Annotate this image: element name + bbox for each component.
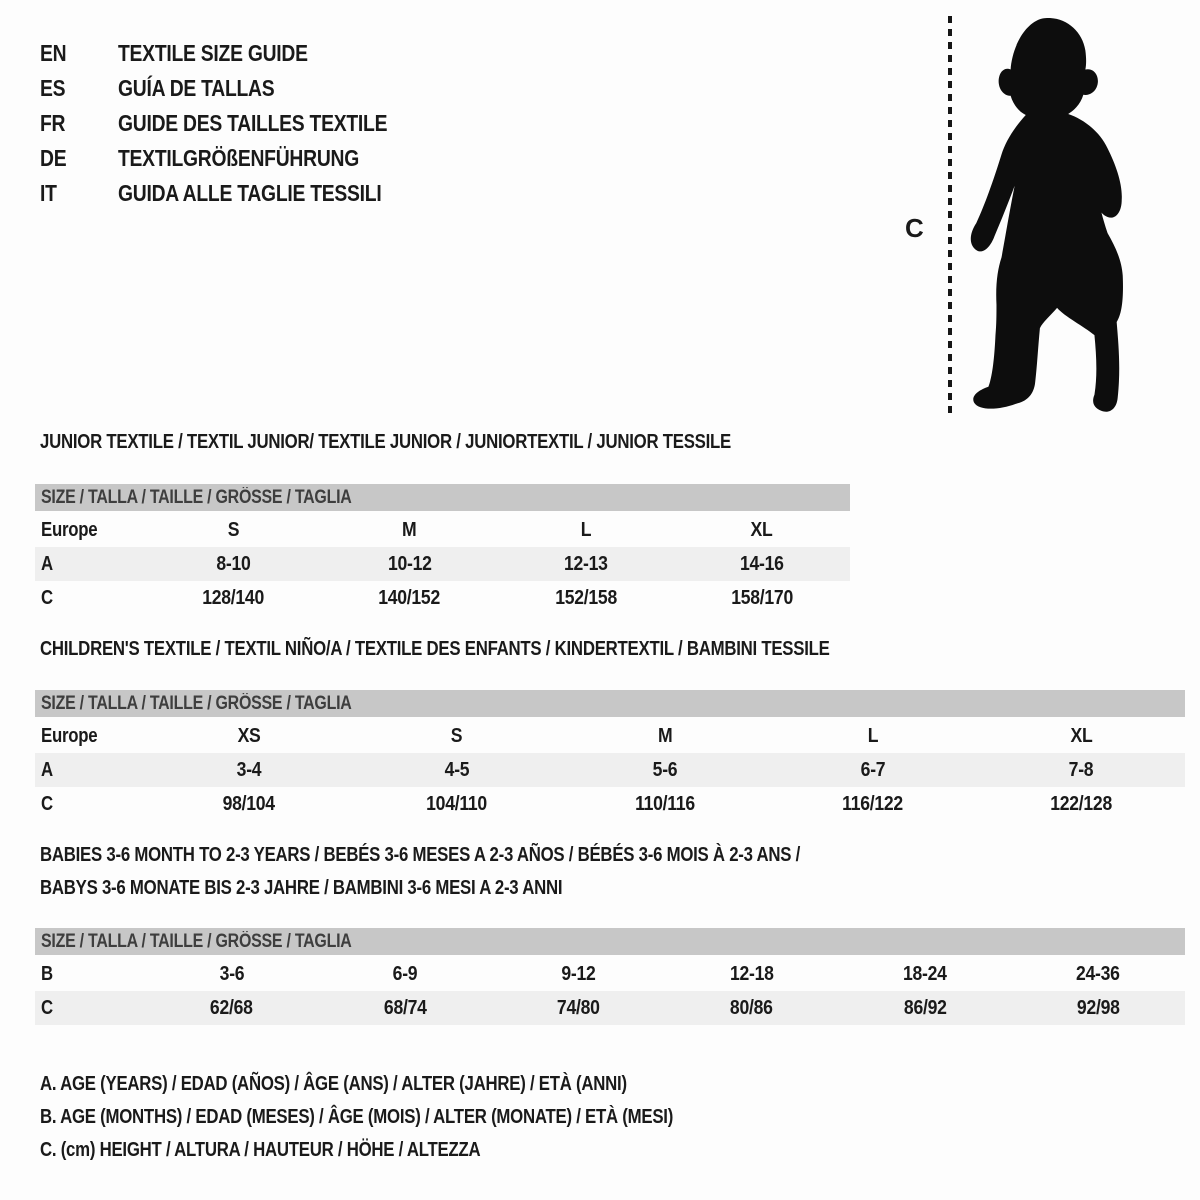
babies-row-height <box>35 991 1185 1025</box>
height-value: 104/110 <box>426 793 488 815</box>
childrens-row-europe <box>35 719 1185 753</box>
childrens-size-table <box>35 690 1185 821</box>
size-value: L <box>580 519 591 541</box>
row-label: Europe <box>41 725 98 747</box>
lang-title-de: TEXTILGRÖßENFÜHRUNG <box>118 145 360 171</box>
lang-code-fr: FR <box>40 110 66 136</box>
size-value: S <box>451 725 463 747</box>
months-value: 12-18 <box>729 963 774 985</box>
size-value: M <box>657 725 673 747</box>
height-value: 152/158 <box>554 587 617 609</box>
height-measure-dashed-line <box>948 16 952 414</box>
row-label: A <box>41 759 53 781</box>
height-value: 158/170 <box>730 587 793 609</box>
babies-section-title: BABIES 3-6 MONTH TO 2-3 YEARS / BEBÉS 3-6 MESES A 2-3 AÑOS / BÉBÉS 3-6 MOIS À 2-3 ANS / BABYS 3-6 MONATE BIS 2-3 JAHRE / BAMBINI 3-6 MESI A 2-3 ANNI <box>40 844 801 899</box>
lang-title-es: GUÍA DE TALLAS <box>118 75 275 101</box>
size-value: S <box>227 519 239 541</box>
junior-row-height <box>35 581 850 615</box>
junior-table-header: SIZE / TALLA / TAILLE / GRÖSSE / TAGLIA <box>35 484 850 511</box>
childrens-table-header: SIZE / TALLA / TAILLE / GRÖSSE / TAGLIA <box>35 690 1185 717</box>
months-value: 6-9 <box>392 963 418 985</box>
height-value: 116/122 <box>842 793 904 815</box>
age-value: 14-16 <box>740 553 784 575</box>
childrens-row-height <box>35 787 1185 821</box>
row-label: C <box>41 997 53 1019</box>
lang-row-en <box>40 36 439 71</box>
row-label: B <box>41 963 53 985</box>
size-value: XL <box>750 519 773 541</box>
height-value: 86/92 <box>903 997 947 1019</box>
legend-line-c: C. (cm) HEIGHT / ALTURA / HAUTEUR / HÖHE / ALTEZZA <box>40 1139 481 1161</box>
childrens-section-title: CHILDREN'S TEXTILE / TEXTIL NIÑO/A / TEXTILE DES ENFANTS / KINDERTEXTIL / BAMBINI TESSILE <box>40 638 830 660</box>
size-value: XS <box>237 725 261 747</box>
age-value: 10-12 <box>387 553 432 575</box>
junior-size-table <box>35 484 850 615</box>
lang-code-it: IT <box>40 180 57 206</box>
lang-code-es: ES <box>40 75 66 101</box>
size-value: L <box>867 725 879 747</box>
size-value: XL <box>1070 725 1092 747</box>
height-value: 74/80 <box>556 997 600 1019</box>
lang-title-it: GUIDA ALLE TAGLIE TESSILI <box>118 180 382 206</box>
babies-row-months <box>35 957 1185 991</box>
lang-row-it <box>40 176 439 211</box>
babies-size-table <box>35 928 1185 1025</box>
lang-row-de <box>40 141 439 176</box>
height-value: 80/86 <box>730 997 774 1019</box>
age-value: 5-6 <box>652 759 678 781</box>
junior-section-title: JUNIOR TEXTILE / TEXTIL JUNIOR/ TEXTILE JUNIOR / JUNIORTEXTIL / JUNIOR TESSILE <box>40 431 732 453</box>
lang-row-es <box>40 71 439 106</box>
height-value: 110/116 <box>635 793 695 815</box>
height-value: 62/68 <box>210 997 254 1019</box>
height-value: 128/140 <box>202 587 265 609</box>
months-value: 24-36 <box>1076 963 1121 985</box>
months-value: 18-24 <box>903 963 947 985</box>
months-value: 9-12 <box>561 963 596 985</box>
junior-row-europe <box>35 513 850 547</box>
legend-line-b: B. AGE (MONTHS) / EDAD (MESES) / ÂGE (MOIS) / ALTER (MONATE) / ETÀ (MESI) <box>40 1106 674 1128</box>
height-value: 98/104 <box>222 793 276 815</box>
age-value: 8-10 <box>216 553 251 575</box>
toddler-silhouette-image <box>962 14 1136 418</box>
lang-code-en: EN <box>40 40 67 66</box>
age-value: 6-7 <box>860 759 886 781</box>
row-label: C <box>41 793 53 815</box>
row-label: Europe <box>41 519 98 541</box>
age-value: 4-5 <box>444 759 470 781</box>
height-value: 140/152 <box>378 587 441 609</box>
language-title-list <box>40 36 439 211</box>
age-value: 7-8 <box>1068 759 1094 781</box>
height-value: 68/74 <box>383 997 427 1019</box>
age-value: 3-4 <box>236 759 262 781</box>
babies-table-header: SIZE / TALLA / TAILLE / GRÖSSE / TAGLIA <box>35 928 1185 955</box>
height-value: 122/128 <box>1050 793 1112 815</box>
measurement-legend <box>40 1068 794 1167</box>
legend-line-a: A. AGE (YEARS) / EDAD (AÑOS) / ÂGE (ANS) / ALTER (JAHRE) / ETÀ (ANNI) <box>40 1073 627 1095</box>
lang-code-de: DE <box>40 145 67 171</box>
size-value: M <box>402 519 417 541</box>
months-value: 3-6 <box>219 963 244 985</box>
lang-row-fr <box>40 106 439 141</box>
age-value: 12-13 <box>563 553 608 575</box>
row-label: C <box>41 587 53 609</box>
lang-title-en: TEXTILE SIZE GUIDE <box>118 40 308 66</box>
junior-row-age <box>35 547 850 581</box>
height-value: 92/98 <box>1076 997 1120 1019</box>
row-label: A <box>41 553 53 575</box>
height-measure-label: C <box>905 213 924 243</box>
childrens-row-age <box>35 753 1185 787</box>
lang-title-fr: GUIDE DES TAILLES TEXTILE <box>118 110 388 136</box>
